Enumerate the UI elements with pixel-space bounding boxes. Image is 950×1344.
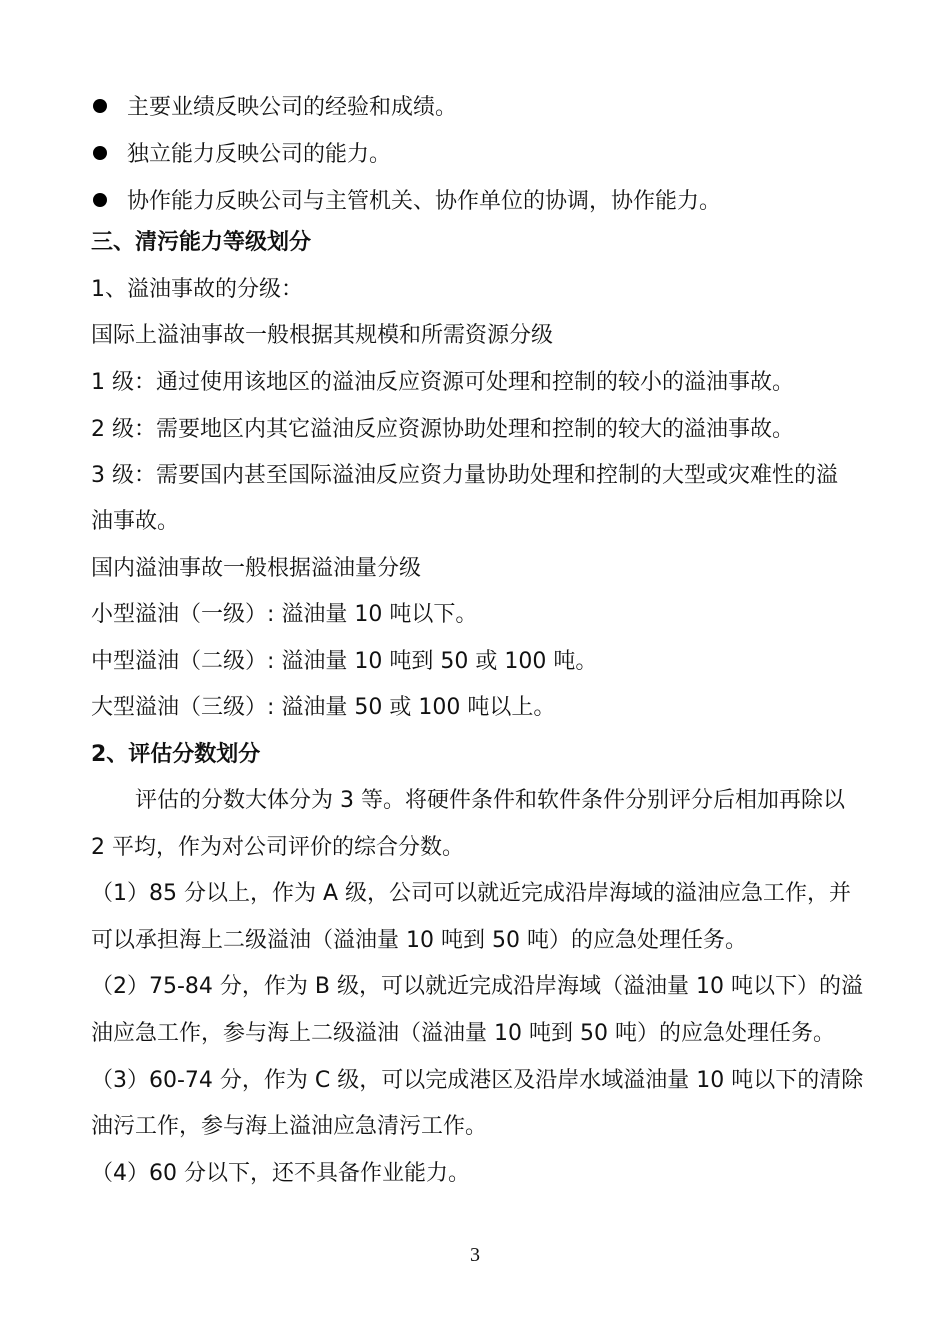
paragraph-grade-c: （3）60-74 分，作为 C 级，可以完成港区及沿岸水域溢油量 10 吨以下的清除 bbox=[91, 1068, 864, 1093]
paragraph-grade-b: （2）75-84 分，作为 B 级，可以就近完成沿岸海域（溢油量 10 吨以下）的溢 bbox=[91, 974, 863, 999]
paragraph-grade-a: （1）85 分以上，作为 A 级，公司可以就近完成沿岸海域的溢油应急工作，并 bbox=[91, 881, 852, 906]
paragraph-medium-spill: 中型溢油（二级）: 溢油量 10 吨到 50 或 100 吨。 bbox=[91, 649, 598, 674]
section-heading-scores: 2、评估分数划分 bbox=[91, 742, 261, 767]
paragraph-scores-intro-cont: 2 平均，作为对公司评价的综合分数。 bbox=[91, 835, 464, 860]
bullet-text: 独立能力反映公司的能力。 bbox=[127, 142, 392, 167]
bullet-text: 主要业绩反映公司的经验和成绩。 bbox=[127, 95, 458, 120]
paragraph-grade-c-cont: 油污工作，参与海上溢油应急清污工作。 bbox=[91, 1114, 488, 1139]
paragraph-grade-a-cont: 可以承担海上二级溢油（溢油量 10 吨到 50 吨）的应急处理任务。 bbox=[91, 928, 747, 953]
paragraph-level-2: 2 级：需要地区内其它溢油反应资源协助处理和控制的较大的溢油事故。 bbox=[91, 417, 794, 442]
bullet-text: 协作能力反映公司与主管机关、协作单位的协调，协作能力。 bbox=[127, 189, 722, 214]
paragraph-scores-intro: 评估的分数大体分为 3 等。将硬件条件和软件条件分别评分后相加再除以 bbox=[135, 788, 845, 813]
paragraph-below-60: （4）60 分以下，还不具备作业能力。 bbox=[91, 1161, 470, 1186]
subheading-spill-levels: 1、溢油事故的分级： bbox=[91, 277, 303, 302]
paragraph-small-spill: 小型溢油（一级）: 溢油量 10 吨以下。 bbox=[91, 602, 478, 627]
bullet-dot-icon bbox=[93, 99, 107, 113]
bullet-item-cooperation bbox=[91, 179, 864, 225]
section-heading-grading: 三、清污能力等级划分 bbox=[91, 230, 312, 255]
page-number: 3 bbox=[470, 1244, 480, 1266]
bullet-dot-icon bbox=[93, 146, 107, 160]
paragraph-domestic-intro: 国内溢油事故一般根据溢油量分级 bbox=[91, 556, 422, 581]
paragraph-grade-b-cont: 油应急工作，参与海上二级溢油（溢油量 10 吨到 50 吨）的应急处理任务。 bbox=[91, 1021, 835, 1046]
paragraph-level-3-cont: 油事故。 bbox=[91, 509, 180, 534]
paragraph-level-3: 3 级：需要国内甚至国际溢油反应资力量协助处理和控制的大型或灾难性的溢 bbox=[91, 463, 838, 488]
paragraph-level-1: 1 级：通过使用该地区的溢油反应资源可处理和控制的较小的溢油事故。 bbox=[91, 370, 794, 395]
bullet-item-performance bbox=[91, 85, 864, 131]
bullet-dot-icon bbox=[93, 193, 107, 207]
paragraph-large-spill: 大型溢油（三级）: 溢油量 50 或 100 吨以上。 bbox=[91, 695, 556, 720]
paragraph-intl-intro: 国际上溢油事故一般根据其规模和所需资源分级 bbox=[91, 323, 554, 348]
bullet-item-independence bbox=[91, 132, 864, 178]
